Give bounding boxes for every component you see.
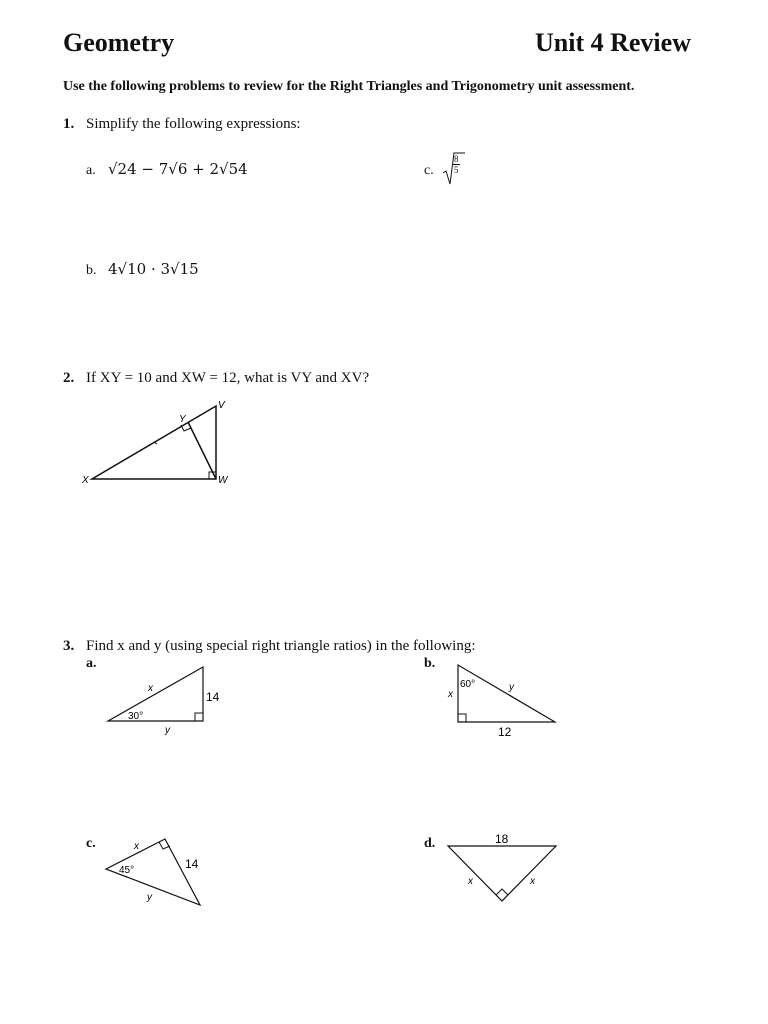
- q3c-label-x: x: [134, 841, 139, 852]
- q3c-label-side: 14: [185, 857, 199, 871]
- q3b-label-base: 12: [498, 725, 512, 739]
- q3b-triangle: [458, 665, 555, 722]
- q3d-label-x-left: x: [468, 876, 473, 887]
- q3b-label: b.: [424, 656, 436, 671]
- q1c-fraction: [453, 154, 460, 175]
- q3d-right-angle: [496, 889, 508, 895]
- q3b-label-angle: 60°: [460, 679, 476, 690]
- q1-text: Simplify the following expressions:: [86, 116, 301, 132]
- q1c-denominator: 5: [454, 165, 459, 175]
- q1c-numerator: 8: [454, 154, 459, 164]
- q3a-triangle-figure: [100, 662, 230, 740]
- q3c-label: c.: [86, 836, 96, 851]
- q2-label-y: Y: [179, 414, 186, 425]
- q3a-label-angle: 30°: [128, 711, 144, 722]
- q3d-label-top: 18: [495, 832, 509, 846]
- q1-number: 1.: [63, 116, 75, 132]
- q1b-expression: 4√10 · 3√15: [108, 260, 199, 278]
- q1c-expression: [442, 151, 466, 192]
- q3b-label-x: x: [448, 689, 453, 700]
- header-left-title: Geometry: [63, 28, 175, 57]
- q2-number: 2.: [63, 370, 75, 386]
- q3c-label-y: y: [147, 892, 152, 903]
- q3b-label-y: y: [509, 682, 514, 693]
- q3d-label: d.: [424, 836, 436, 851]
- q3a-label-side: 14: [206, 690, 220, 704]
- q3c-label-angle: 45°: [119, 865, 135, 876]
- q1a-label: a.: [86, 163, 96, 178]
- q1b-label: b.: [86, 263, 97, 278]
- q2-label-w: W: [218, 475, 228, 486]
- q3b-right-angle: [458, 714, 466, 722]
- q3d-triangle: [448, 846, 556, 901]
- q3d-triangle-figure: [444, 830, 564, 910]
- q2-triangle-figure: [78, 396, 248, 490]
- q3-text: Find x and y (using special right triangle ratios) in the following:: [86, 638, 476, 654]
- q2-label-x: X: [82, 475, 89, 486]
- q2-altitude: [188, 422, 216, 479]
- header-right-title: Unit 4 Review: [535, 28, 691, 57]
- q3d-label-x-right: x: [530, 876, 535, 887]
- q3a-triangle: [108, 667, 203, 721]
- q2-label-v: V: [218, 400, 225, 411]
- q3a-label-x: x: [148, 683, 153, 694]
- q1c-label: c.: [424, 163, 434, 178]
- q3-number: 3.: [63, 638, 75, 654]
- intro-text: Use the following problems to review for the Right Triangles and Trigonometry unit assessment.: [63, 79, 635, 94]
- q3c-triangle-figure: [100, 834, 210, 912]
- q3a-label: a.: [86, 656, 97, 671]
- q2-text: If XY = 10 and XW = 12, what is VY and XV?: [86, 370, 370, 386]
- q3a-right-angle: [195, 713, 203, 721]
- q1a-expression: √24 − 7√6 + 2√54: [108, 160, 248, 178]
- q3a-label-y: y: [165, 725, 170, 736]
- q3b-triangle-figure: [446, 660, 566, 742]
